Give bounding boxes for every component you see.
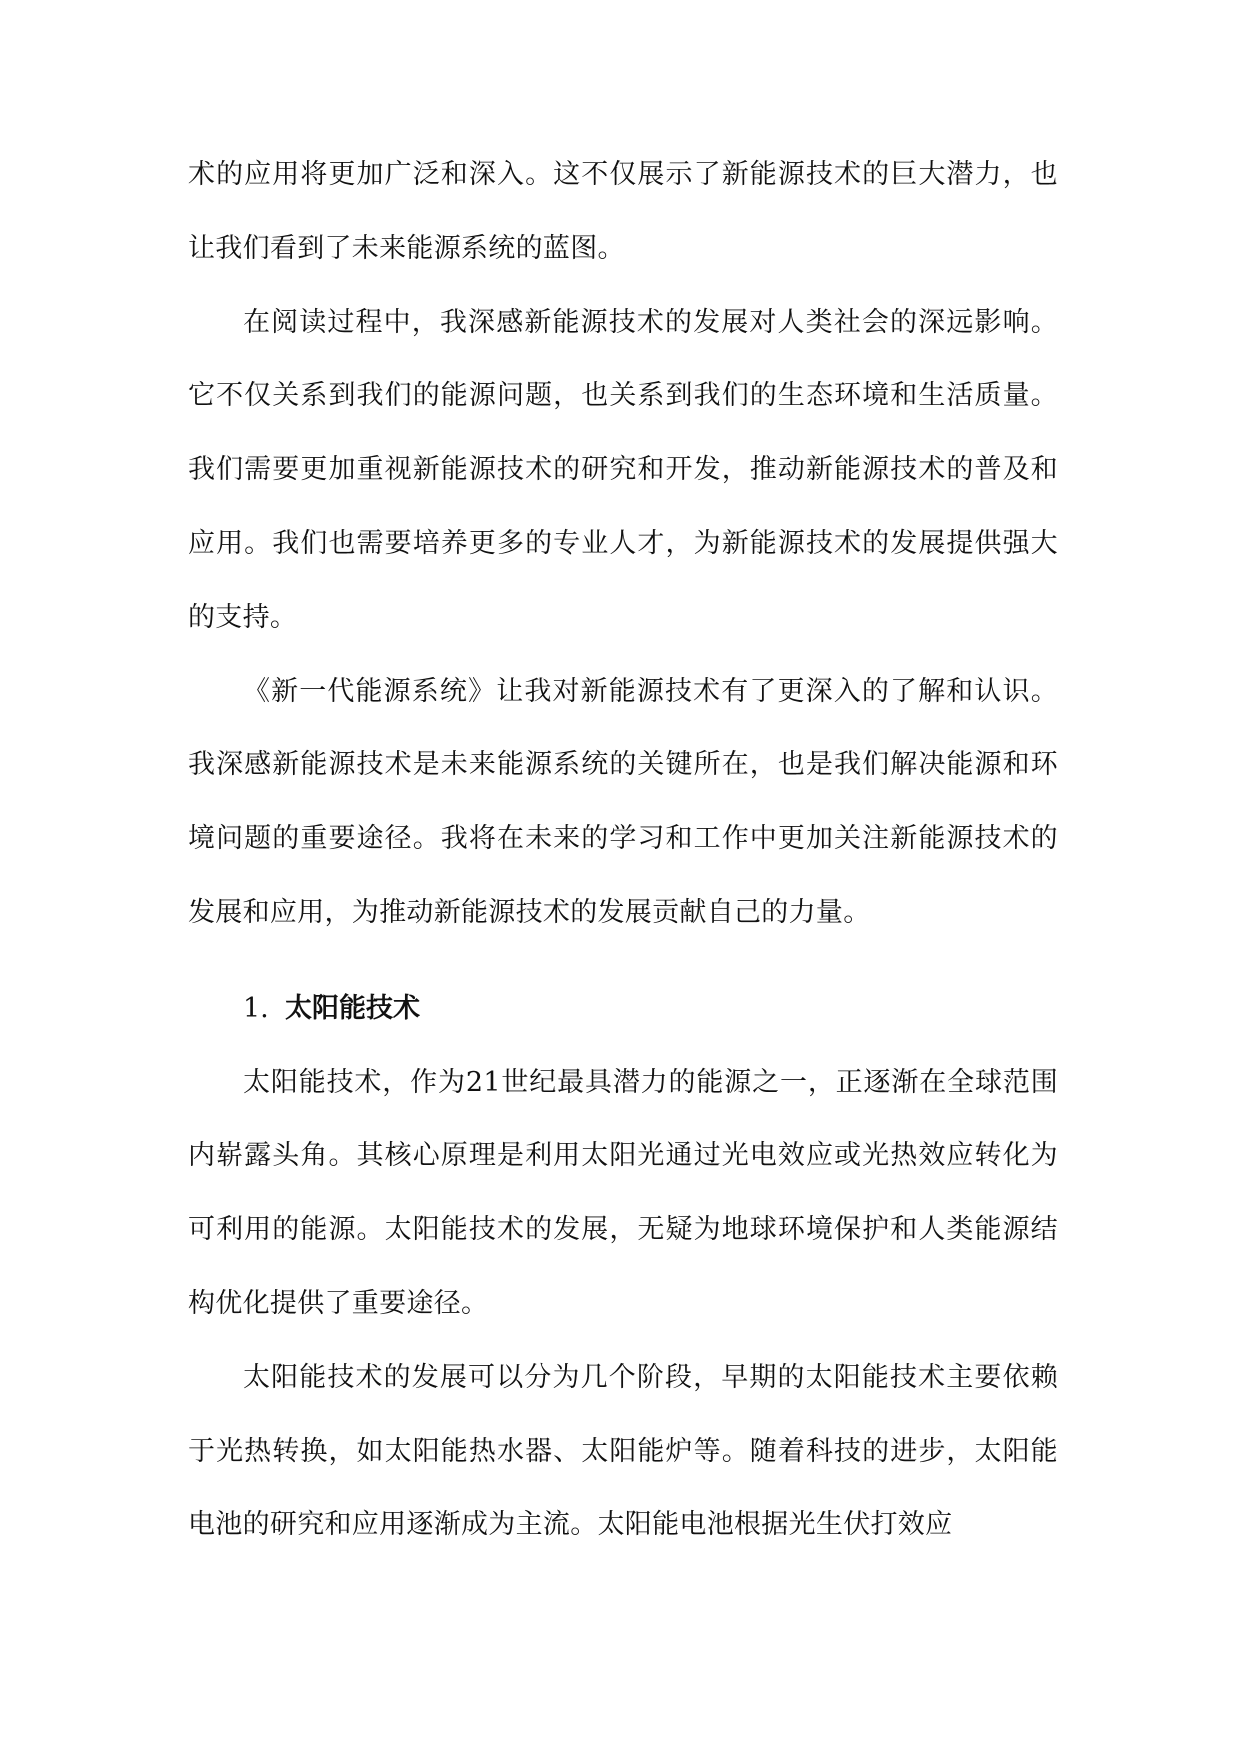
document-body bbox=[188, 138, 1058, 1562]
paragraph-continuation: 术的应用将更加广泛和深入。这不仅展示了新能源技术的巨大潜力，也让我们看到了未来能源系统的蓝图。 bbox=[188, 159, 1058, 264]
section-title: 太阳能技术 bbox=[285, 992, 420, 1024]
paragraph-book-summary: 《新一代能源系统》让我对新能源技术有了更深入的了解和认识。我深感新能源技术是未来能源系统的关键所在，也是我们解决能源和环境问题的重要途径。我将在未来的学习和工作中更加关注新能源技术的发展和应用，为推动新能源技术的发展贡献自己的力量。 bbox=[188, 675, 1058, 928]
paragraph-solar-history: 太阳能技术的发展可以分为几个阶段，早期的太阳能技术主要依赖于光热转换，如太阳能热水器、太阳能炉等。随着科技的进步，太阳能电池的研究和应用逐渐成为主流。太阳能电池根据光生伏打效应 bbox=[188, 1361, 1058, 1541]
paragraph-reading-reflection: 在阅读过程中，我深感新能源技术的发展对人类社会的深远影响。它不仅关系到我们的能源问题，也关系到我们的生态环境和生活质量。我们需要更加重视新能源技术的研究和开发，推动新能源技术的普及和应用。我们也需要培养更多的专业人才，为新能源技术的发展提供强大的支持。 bbox=[188, 306, 1058, 633]
paragraph-solar-intro: 太阳能技术，作为21世纪最具潜力的能源之一，正逐渐在全球范围内崭露头角。其核心原理是利用太阳光通过光电效应或光热效应转化为可利用的能源。太阳能技术的发展，无疑为地球环境保护和人类能源结构优化提供了重要途径。 bbox=[188, 1066, 1058, 1319]
section-heading bbox=[188, 972, 1058, 1046]
section-number: 1. bbox=[243, 992, 269, 1024]
